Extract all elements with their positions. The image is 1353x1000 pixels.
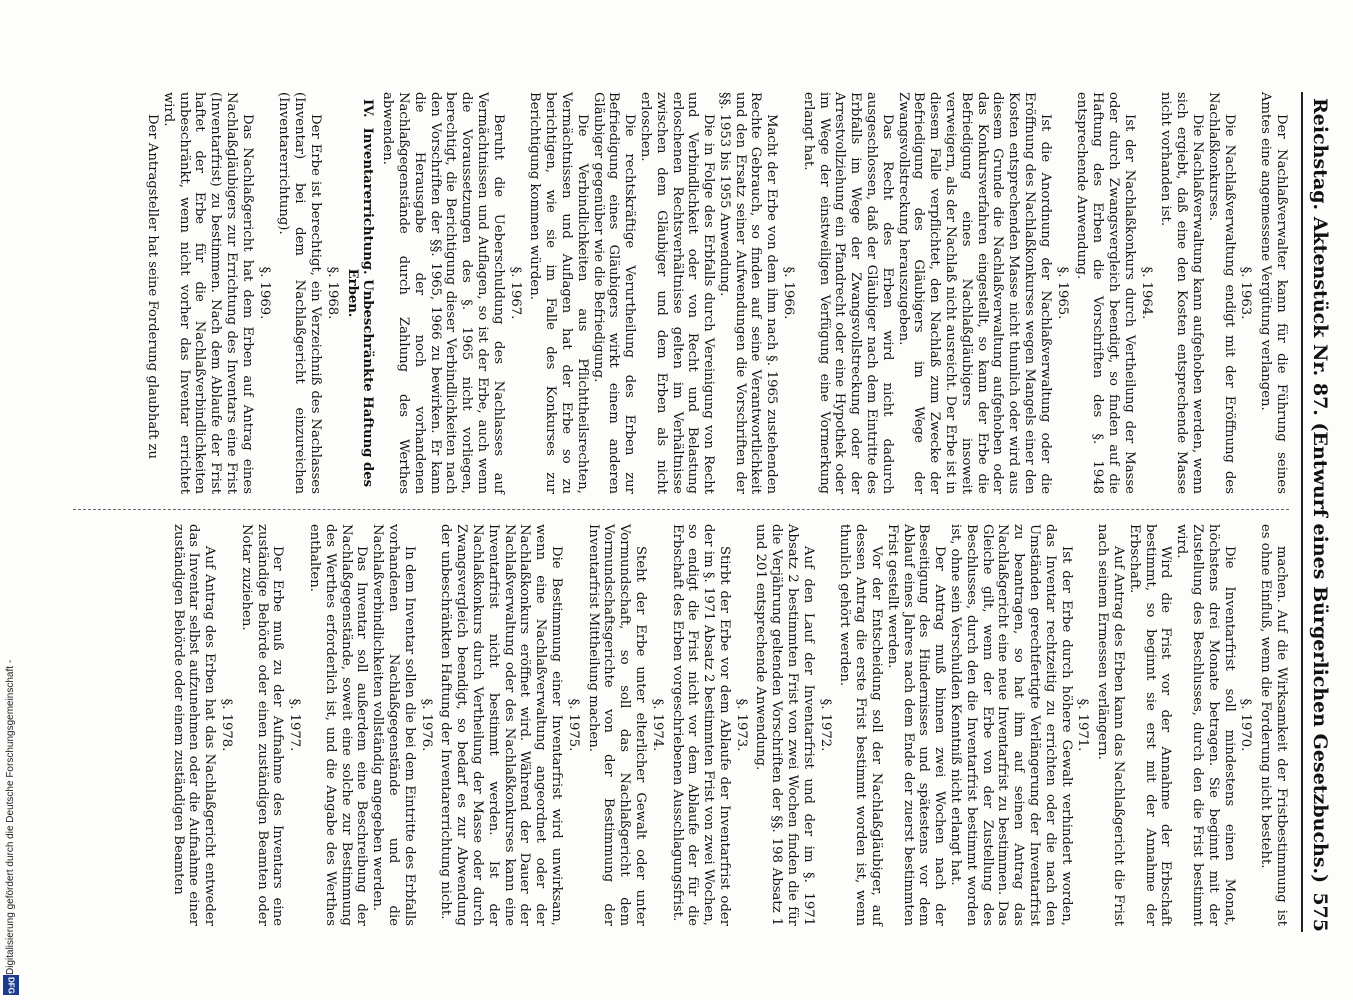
paragraph-number: §. 1971.	[1075, 698, 1091, 752]
paragraph-number: §. 1963.	[1238, 266, 1254, 320]
paragraph-text: Auf Antrag des Erben kann das Nachlaßgericht die Frist nach seinem Ermessen verlängern.	[1095, 524, 1127, 926]
paragraph-text: Auf den Lauf der Inventarfrist und der im §. 1971 Absatz 2 bestimmten Frist von zwei Wochen finden die für die Verjährung geltenden Vorschriften der §§. 198 Absatz 1 und 201 entsprechende Anwendung.	[753, 524, 816, 926]
paragraph-number: §. 1978.	[219, 698, 234, 752]
paragraph-text: Der Erbe muß zu der Aufnahme des Inventars eine zuständige Behörde oder einen zuständigen Beamten oder Notar zuziehen.	[238, 524, 286, 926]
paragraph-number: §. 1968.	[324, 266, 340, 320]
paragraph-number: §. 1964.	[1138, 266, 1154, 320]
paragraph-text: Die in Folge des Erbfalls durch Vereinigung von Recht und Verbindlichkeit oder von Recht und Belastung erloschenen Rechtsverhältnisse gelten im Verhältnisse zwischen dem Gläubiger und dem Erben als nicht erloschen.	[637, 92, 717, 494]
paragraph-text: Das Inventar soll außerdem eine Beschreibung der Nachlaßgegenstände, soweit eine solche zur Bestimmung des Werthes erforderlich ist, und die Angabe des Werthes enthalten.	[306, 524, 370, 926]
paragraph-text: Macht der Erbe von dem ihm nach §. 1965 zustehenden Rechte Gebrauch, so finden auf seine Verantwortlichkeit und den Ersatz seiner Aufwendungen die Vorschriften der §§. 1953 bis 1955 Anwendung.	[716, 92, 780, 494]
paragraph-text: Das Nachlaßgericht hat dem Erben auf Antrag eines Nachlaßgläubigers zur Errichtung des Inventars eine Frist (Inventarfrist) zu bestimmen. Nach dem Ablaufe der Frist haftet der Erbe für die Nachlaßverbindlichkeiten unbeschränkt, wenn nicht vorher das Inventar errichtet wird.	[160, 92, 255, 494]
paragraph-text: Die Nachlaßverwaltung kann aufgehoben werden, wenn sich ergiebt, daß eine den Kosten entsprechende Masse nicht vorhanden ist.	[1158, 92, 1206, 494]
section-heading-number: IV.	[360, 98, 376, 118]
paragraph-number: §. 1975.	[565, 698, 581, 752]
paragraph-number: §. 1970.	[1238, 698, 1254, 752]
paragraph-number: §. 1966.	[781, 266, 797, 320]
page-header-title: Reichstag. Aktenstück Nr. 87. (Entwurf eines Bürgerlichen Gesetzbuchs.)	[1309, 98, 1331, 884]
paragraph-number: §. 1976.	[418, 698, 434, 752]
paragraph-text: In dem Inventar sollen die bei dem Eintritte des Erbfalls vorhandenen Nachlaßgegenstände und die Nachlaßverbindlichkeiten vollständig angegeben werden.	[370, 524, 417, 926]
dfg-logo: DFG	[3, 975, 19, 995]
page-number: 575	[1309, 892, 1331, 932]
paragraph-number: §. 1965.	[1054, 266, 1070, 320]
paragraph-text: Die Inventarfrist soll mindestens einen Monat, höchstens drei Monate betragen. Sie beginnt mit der Zustellung des Beschlusses, durch den die Frist bestimmt wird.	[1174, 524, 1237, 926]
paragraph-text: Die Verbindlichkeiten aus Pflichttheilsrechten, Vermächtnissen und Auflagen hat der Erbe so zu berichtigen, wie sie im Falle des Konkurses zur Berichtigung kommen würden.	[527, 92, 590, 494]
paragraph-text: Die Bestimmung einer Inventarfrist wird unwirksam, wenn eine Nachlaßverwaltung angeordnet oder der Nachlaßkonkurs eröffnet wird. Während der Dauer der Nachlaßverwaltung oder des Nachlaßkonkurses kann eine Inventarfrist nicht bestimmt werden. Ist der Nachlaßkonkurs durch Vertheilung der Masse oder durch Zwangsvergleich beendigt, so bedarf es zur Abwendung der unbeschränkten Haftung der Inventarerrichtung nicht.	[438, 524, 564, 926]
paragraph-number: §. 1977.	[287, 698, 303, 752]
paragraph-text: Ist die Anordnung der Nachlaßverwaltung oder die Eröffnung des Nachlaßkonkurses wegen Mangels einer den Kosten entsprechenden Masse nicht thunlich oder wird aus diesem Grunde die Nachlaßverwaltung aufgehoben oder das Konkursverfahren eingestellt, so kann der Erbe die Befriedigung eines Nachlaßgläubigers insoweit verweigern, als der Nachlaß nicht ausreicht. Der Erbe ist in diesem Falle verpflichtet, den Nachlaß zum Zwecke der Befriedigung des Gläubigers im Wege der Zwangsvollstreckung herauszugeben.	[895, 92, 1053, 494]
digitization-credit	[0, 575, 22, 995]
paragraph-text: Der Nachlaßverwalter kann für die Führung seines Amtes eine angemessene Vergütung verlangen.	[1258, 92, 1289, 494]
page-header	[1301, 92, 1333, 932]
paragraph-text: Ist der Erbe durch höhere Gewalt verhindert worden, das Inventar rechtzeitig zu errichten oder die nach den Umständen gerechtfertigte Verlängerung der Inventarfrist zu beantragen, so hat ihm auf seinen Antrag das Nachlaßgericht eine neue Inventarfrist zu bestimmen. Das Gleiche gilt, wenn der Erbe von der Zustellung des Beschlusses, durch den die Inventarfrist bestimmt worden ist, ohne sein Verschulden Kenntniß nicht erlangt hat.	[948, 524, 1074, 926]
paragraph-text: Beruht die Ueberschuldung des Nachlasses auf Vermächtnissen und Auflagen, so ist der Erbe, auch wenn die Voraussetzungen des §. 1965 nicht vorliegen, berechtigt, die Berichtigung dieser Verbindlichkeiten nach den Vorschriften der §§. 1965, 1966 zu bewirken. Er kann die Herausgabe der noch vorhandenen Nachlaßgegenstände durch Zahlung des Werthes abwenden.	[380, 92, 506, 494]
paragraph-number: §. 1972.	[817, 698, 833, 752]
paragraph-text: Auf Antrag des Erben hat das Nachlaßgericht entweder das Inventar selbst aufzunehmen oder die Aufnahme einer zuständigen Behörde oder einem zuständigen Beamten	[170, 524, 218, 926]
paragraph-text: Ist der Nachlaßkonkurs durch Vertheilung der Masse oder durch Zwangsvergleich beendigt, so finden auf die Haftung des Erben die Vorschriften des §. 1948 entsprechende Anwendung.	[1074, 92, 1137, 494]
paragraph-text: Das Recht des Erben wird nicht dadurch ausgeschlossen, daß der Gläubiger nach dem Eintritte des Erbfalls im Wege der Zwangsvollstreckung oder der Arrestvollziehung ein Pfandrecht oder eine Hypothek oder im Wege der einstweiligen Verfügung eine Vormerkung erlangt hat.	[800, 92, 895, 494]
paragraph-text: Wird die Frist vor der Annahme der Erbschaft bestimmt, so beginnt sie erst mit der Annahme der Erbschaft.	[1126, 524, 1174, 926]
left-text-column	[144, 92, 1289, 494]
section-heading-text: Inventarerrichtung. Unbeschränkte Haftung des Erben.	[344, 127, 376, 488]
right-text-column	[170, 524, 1289, 926]
paragraph-number: §. 1969.	[256, 266, 272, 320]
column-divider	[73, 509, 1289, 510]
paragraph-text: Stirbt der Erbe vor dem Ablaufe der Inventarfrist oder der im §. 1971 Absatz 2 bestimmten Frist von zwei Wochen, so endigt die Frist nicht vor dem Ablaufe der für die Erbschaft des Erben vorgeschriebenen Ausschlagungsfrist.	[669, 524, 732, 926]
paragraph-number: §. 1974.	[649, 698, 665, 752]
paragraph-text: Steht der Erbe unter elterlicher Gewalt oder unter Vormundschaft, so soll das Nachlaßgericht dem Vormundschaftsgerichte von der Bestimmung der Inventarfrist Mittheilung machen.	[585, 524, 648, 926]
paragraph-text: Die Nachlaßverwaltung endigt mit der Eröffnung des Nachlaßkonkurses.	[1205, 92, 1237, 494]
paragraph-number: §. 1973.	[733, 698, 749, 752]
paragraph-text: Der Erbe ist berechtigt, ein Verzeichniß des Nachlasses (Inventar) bei dem Nachlaßgericht einzureichen (Inventarerrichtung).	[276, 92, 323, 494]
section-heading	[344, 92, 376, 494]
paragraph-number: §. 1967.	[507, 266, 523, 320]
paragraph-text: Vor der Entscheidung soll der Nachlaßgläubiger, auf dessen Antrag die erste Frist bestimmt worden ist, wenn thunlich gehört werden.	[837, 524, 885, 926]
paragraph-text: machen. Auf die Wirksamkeit der Fristbestimmung ist es ohne Einfluß, wenn die Forderung nicht besteht.	[1258, 524, 1289, 926]
page-content	[63, 92, 1333, 932]
paragraph-text: Die rechtskräftige Verurtheilung des Erben zur Befriedigung eines Gläubigers wirkt einem anderen Gläubiger gegenüber wie die Befriedigung.	[590, 92, 638, 494]
paragraph-text: Der Antragsteller hat seine Forderung glaubhaft zu	[145, 114, 161, 459]
digitization-credit-text: Digitalisierung gefördert durch die Deutsche Forschungsgemeinschaft -	[5, 659, 16, 975]
paragraph-text: Der Antrag muß binnen zwei Wochen nach der Beseitigung des Hindernisses und spätestens vor dem Ablauf eines Jahres nach dem Ende der zuerst bestimmten Frist gestellt werden.	[884, 524, 948, 926]
